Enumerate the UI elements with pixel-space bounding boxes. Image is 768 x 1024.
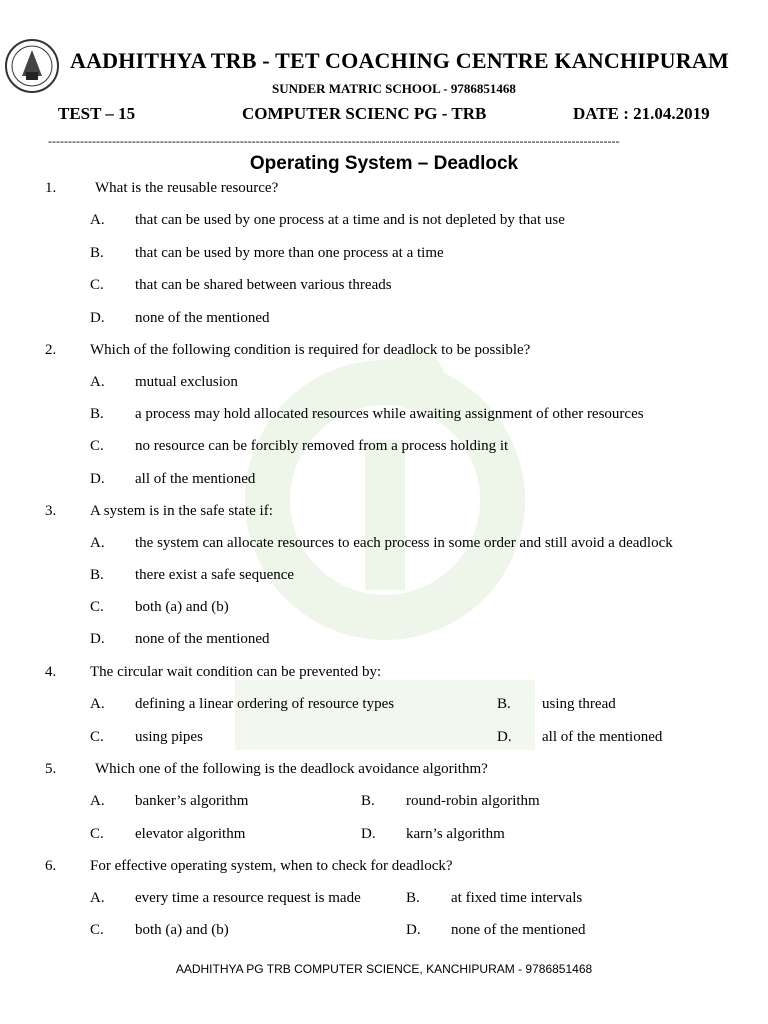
option-text: that can be used by more than one process at a time: [135, 245, 444, 261]
question-text: For effective operating system, when to check for deadlock?: [90, 858, 453, 874]
option-label: C.: [90, 277, 104, 293]
date-label: DATE : 21.04.2019: [573, 104, 710, 123]
option-text: none of the mentioned: [451, 922, 586, 938]
option-text: mutual exclusion: [135, 374, 238, 390]
option-label: C.: [90, 438, 104, 454]
option-label: C.: [90, 826, 104, 842]
option-label: D.: [497, 729, 512, 745]
option-text: none of the mentioned: [135, 631, 270, 647]
dashed-divider: -----------------------------------------------------------------------------------------------------------------------------------------------: [48, 134, 620, 148]
option-label: B.: [497, 696, 511, 712]
option-text: there exist a safe sequence: [135, 567, 295, 583]
page-title: AADHITHYA TRB - TET COACHING CENTRE KANCHIPURAM: [70, 48, 729, 73]
option-label: B.: [90, 567, 104, 583]
option-text: both (a) and (b): [135, 922, 229, 938]
test-number: TEST – 15: [58, 104, 136, 123]
option-text: at fixed time intervals: [451, 890, 583, 906]
question-text: The circular wait condition can be prevented by:: [90, 664, 382, 680]
option-label: B.: [90, 245, 104, 261]
option-text: banker’s algorithm: [135, 793, 249, 809]
option-text: karn’s algorithm: [406, 826, 505, 842]
question-number: 3.: [45, 503, 57, 519]
school-subtitle: SUNDER MATRIC SCHOOL - 9786851468: [272, 81, 516, 96]
option-label: D.: [361, 826, 376, 842]
question-number: 6.: [45, 858, 57, 874]
section-title: Operating System – Deadlock: [249, 153, 519, 174]
option-label: C.: [90, 729, 104, 745]
option-text: none of the mentioned: [135, 310, 270, 326]
question-text: Which one of the following is the deadlock avoidance algorithm?: [95, 761, 488, 777]
option-text: no resource can be forcibly removed from a process holding it: [135, 438, 509, 454]
option-label: A.: [90, 374, 105, 390]
option-text: all of the mentioned: [542, 729, 663, 745]
option-label: A.: [90, 890, 105, 906]
question-number: 1.: [45, 180, 57, 196]
option-label: D.: [90, 631, 105, 647]
option-label: B.: [361, 793, 375, 809]
school-emblem-icon: [4, 36, 60, 96]
option-label: A.: [90, 793, 105, 809]
option-label: A.: [90, 212, 105, 228]
option-text: round-robin algorithm: [406, 793, 540, 809]
question-number: 5.: [45, 761, 57, 777]
option-text: a process may hold allocated resources while awaiting assignment of other resources: [135, 406, 644, 422]
question-number: 2.: [45, 342, 57, 358]
subject-label: COMPUTER SCIENC PG - TRB: [242, 104, 487, 123]
question-number: 4.: [45, 664, 57, 680]
question-text: Which of the following condition is required for deadlock to be possible?: [90, 342, 531, 358]
option-text: using pipes: [135, 729, 203, 745]
option-label: B.: [90, 406, 104, 422]
option-label: D.: [90, 471, 105, 487]
option-text: using thread: [542, 696, 616, 712]
option-label: B.: [406, 890, 420, 906]
page-footer: AADHITHYA PG TRB COMPUTER SCIENCE, KANCHIPURAM - 9786851468: [175, 962, 593, 976]
question-text: What is the reusable resource?: [95, 180, 279, 196]
option-text: defining a linear ordering of resource types: [135, 696, 395, 712]
option-text: that can be shared between various threads: [135, 277, 392, 293]
option-text: both (a) and (b): [135, 599, 229, 615]
option-text: all of the mentioned: [135, 471, 256, 487]
option-label: D.: [90, 310, 105, 326]
option-text: every time a resource request is made: [135, 890, 361, 906]
option-text: the system can allocate resources to each process in some order and still avoid a deadlock: [135, 535, 673, 551]
option-text: that can be used by one process at a time and is not depleted by that use: [135, 212, 565, 228]
question-text: A system is in the safe state if:: [90, 503, 273, 519]
option-label: A.: [90, 696, 105, 712]
option-label: C.: [90, 599, 104, 615]
option-label: C.: [90, 922, 104, 938]
option-label: D.: [406, 922, 421, 938]
option-text: elevator algorithm: [135, 826, 246, 842]
option-label: A.: [90, 535, 105, 551]
